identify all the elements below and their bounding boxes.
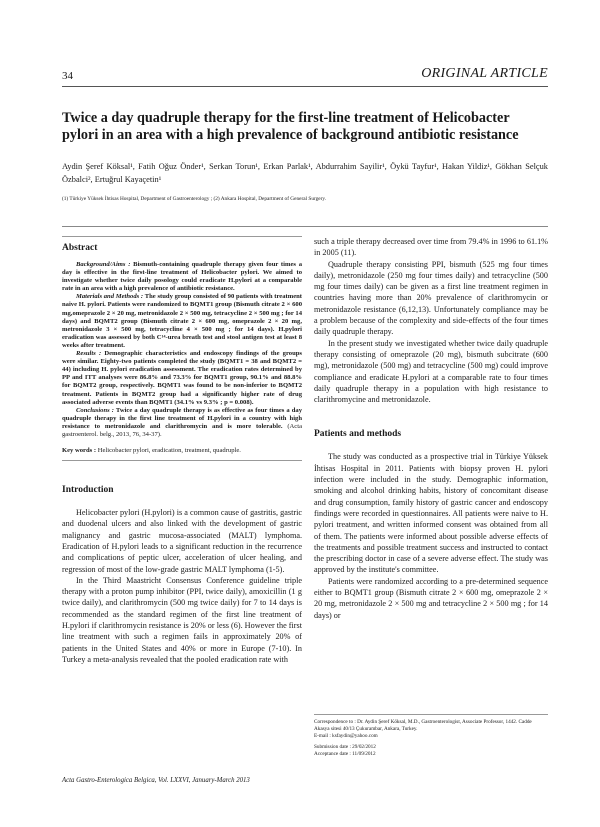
body-paragraph: such a triple therapy decreased over time from 79.4% in 1996 to 61.1% in 2005 (11).	[314, 237, 548, 258]
abstract-label: Results :	[76, 350, 102, 358]
affiliations: (1) Türkiye Yüksek İhtisas Hospital, Department of Gastroenterology ; (2) Ankara Hospital, Department of General Surgery.	[62, 196, 327, 202]
abstract-label: Background/Aims :	[76, 261, 131, 268]
body-paragraph: In the present study we investigated whether twice daily quadruple therapy consisting of omeprazole (20 mg), bismuth subcitrate (600 mg), metronidazole (500 mg) and tetracycline (500 mg) could improve compliance and eradicate H.pylori at a comparable rate to four times daily quadruple therapy in a population with high resistance to clarithromycine and metronidazole.	[314, 338, 548, 405]
introduction-paragraph: In the Third Maastricht Consensus Conference guideline triple therapy with a proton pump inhibitor (PPI, twice daily), amoxicillin (1 g twice daily), and clarithromycin (500 mg twice daily) for 7 to 14 days is recommended as the standard regimen of the first line treatment of H.pylori if clarithromycin resistance is 20% or less (6). However the first line treatment with such a regimen fails in approximately 20% of patients in the United States and 40% or more in Europe (7-10). In Turkey a meta-analysis revealed that the pooled eradication rate with	[62, 575, 302, 664]
introduction-paragraph: Helicobacter pylori (H.pylori) is a common cause of gastritis, gastric and duodenal ulcers and also linked with the development of gastric malignancy and gastric mucosa-associated (MALT) lymphoma. Eradication of H.pylori leads to a significant reduction in the recurrence and complications of peptic ulcer, acceleration of ulcer healing, and regression of most of the low-grade gastric MALT lymphoma (1-5).	[62, 508, 302, 574]
abstract-results	[62, 350, 302, 407]
abstract-heading: Abstract	[62, 243, 98, 253]
abstract-text: Bismuth-containing quadruple therapy given four times a day is effective in the first-line treatment of Helicobacter pylori. We aimed to investigate whether twice daily posology could eradicate H.pylori at a comparable rate in an area with a high prevalence of antibiotic resistance.	[62, 261, 302, 293]
correspondence-text: Correspondence to : Dr. Aydin Şeref Köksal, M.D., Gastroenterologist, Associate Professor, 1442. Cadde Akasya sitesi 40/13 Çukurambar, Ankara, Turkey.	[314, 719, 532, 732]
page-number: 34	[62, 70, 73, 82]
keywords-label: Key words :	[62, 447, 97, 455]
abstract-text: Twice a day quadruple therapy is as effective as four times a day quadruple therapy in the first line treatment of H.pylori in a country with high resistance to metronidazole and clarithromycin and is more tolerable.	[62, 406, 302, 430]
methods-paragraph: Patients were randomized according to a pre-determined sequence either to BQMT1 group (Bismuth citrate 2 × 600 mg, omeprazole 2 × 20 mg, metronidazole 2 × 500 mg and tetracycline 2 × 500 mg ; for 14 days) or	[314, 576, 548, 620]
abstract-label: Materials and Methods :	[76, 293, 144, 301]
title-rule	[62, 226, 548, 227]
acceptance-date: Acceptance date : 11/09/2012	[314, 751, 376, 757]
right-column	[314, 236, 548, 621]
abstract-methods	[62, 293, 302, 350]
abstract-text: The study group consisted of 90 patients with treatment naive H. pylori. Patients were randomized to BQMT1 group (Bismuth citrate 2 × 600 mg,omeprazole 2 × 20 mg, metronidazole 2 × 500 mg, tetracycline 2 × 500 mg ; for 14 days) and BQMT2 group (Bismuth citrate 2 × 600 mg, omeprazole 2 × 20 mg, metronidazole 3 × 500 mg, tetracycline 4 × 500 mg ; for 14 days). H.pylori eradication was assessed by both C¹⁴-urea breath test and stool antigen test at least 8 weeks after treatment.	[62, 293, 302, 349]
methods-paragraph: The study was conducted as a prospective trial in Türkiye Yüksek İhtisas Hospital in 2011. Patients with biopsy proven H. pylori infection were included in the study. Demographic information, smoking and alcohol drinking habits, history of concomitant disease and drug consumption, family history of gastric cancer and endoscopy findings were recorded in questionnaires. All patients were naive to H. pylori treatment, and written informed consent was obtained from all of them. The patients were informed about possible adverse effects of the treatments and possible treatment success and instructed to contact the prescribing doctor in case of a severe adverse effect. The study was approved by the institute's committee.	[314, 452, 548, 575]
abstract-text: Demographic characteristics and endoscopy findings of the groups were similar. Eighty-two patients completed the study (BQMT1 = 38 and BQMT2 = 44) including H. pylori eradication assessment. The eradication rates determined by PP and ITT analyses were 86.8% and 73.3% for BQMT1 group, 90.1% and 88.8% for BQMT2 group, respectively. BQMT1 was found to be non-inferior to BQMT2 treatment. Patients in BQMT2 group had a significantly higher rate of drug associated adverse events than BQMT1 (34.1% vs 9.3% ; p = 0.008).	[62, 350, 302, 406]
abstract-citation: (Acta gastroenterol. belg., 2013, 76, 34-37).	[62, 422, 302, 438]
correspondence-footnote	[314, 714, 548, 758]
submission-date: Submission date : 29/02/2012	[314, 744, 376, 750]
header-rule	[62, 86, 548, 87]
abstract-box	[62, 236, 302, 461]
keywords-text: Helicobacter pylori, eradication, treatment, quadruple.	[96, 447, 241, 455]
abstract-conclusions	[62, 407, 302, 439]
abstract-label: Conclusions :	[76, 406, 114, 414]
abstract-background	[62, 261, 302, 293]
email-text: E-mail : ksfaydin@yahoo.com	[314, 733, 378, 739]
author-list: Aydin Şeref Köksal¹, Fatih Oğuz Önder¹, Serkan Torun¹, Erkan Parlak¹, Abdurrahim Sayilir¹, Öykü Tayfur¹, Hakan Yildiz¹, Gökhan Selçuk Özbalci², Ertuğrul Kayaçetin¹	[62, 162, 548, 184]
journal-footer: Acta Gastro-Enterologica Belgica, Vol. LXXVI, January-March 2013	[62, 777, 250, 784]
introduction-heading: Introduction	[62, 485, 114, 496]
section-label: ORIGINAL ARTICLE	[421, 66, 548, 81]
body-paragraph: Quadruple therapy consisting PPI, bismuth (525 mg four times daily), metronidazole (250 mg four times daily) and tetracycline (500 mg four times daily) can be given as a first line treatment regimen in countries having more than 20% prevalence of clarithromycin or metronidazole resistance (6,12,13). Unfortunately compliance may be a problem because of the complexity and side-effects of the four times daily quadruple therapy.	[314, 259, 548, 337]
left-column	[62, 236, 302, 665]
methods-heading: Patients and methods	[314, 429, 402, 440]
article-title: Twice a day quadruple therapy for the first-line treatment of Helicobacter pylori in an area with a high prevalence of background antibiotic resistance	[62, 110, 519, 143]
keywords	[62, 447, 302, 461]
